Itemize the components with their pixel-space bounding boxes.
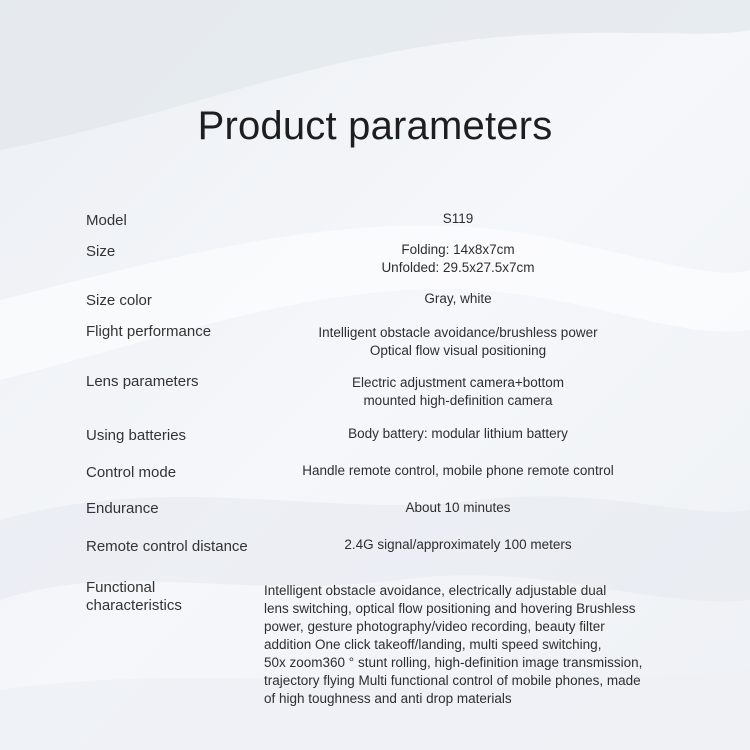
page-title: Product parameters xyxy=(197,104,553,148)
label-size: Size xyxy=(86,243,116,260)
value-endurance: About 10 minutes xyxy=(405,500,511,515)
label-using-batteries: Using batteries xyxy=(86,427,187,444)
label-endurance: Endurance xyxy=(86,500,159,517)
value-size-color: Gray, white xyxy=(424,291,492,306)
value-functional-characteristics: Intelligent obstacle avoidance, electrically adjustable dual lens switching, optical flow positioning and hovering Brushless power, gesture photography/video recording, beauty filter addition One click takeoff/landing, multi speed switching, 50x zoom360 ° stunt rolling, high-definition image transmission, trajectory flying Multi functional control of mobile phones, made of high toughness and anti drop materials xyxy=(264,583,643,706)
label-control-mode: Control mode xyxy=(86,464,177,481)
label-lens-parameters: Lens parameters xyxy=(86,373,199,390)
label-remote-control-distance: Remote control distance xyxy=(86,538,248,555)
value-flight-performance: Intelligent obstacle avoidance/brushless power Optical flow visual positioning xyxy=(318,325,598,358)
label-functional-characteristics: Functional characteristics xyxy=(86,579,182,614)
value-size: Folding: 14x8x7cm Unfolded: 29.5x27.5x7cm xyxy=(381,242,535,275)
label-model: Model xyxy=(86,212,127,229)
value-control-mode: Handle remote control, mobile phone remote control xyxy=(302,463,614,478)
value-model: S119 xyxy=(442,211,474,226)
label-flight-performance: Flight performance xyxy=(86,323,212,340)
value-lens-parameters: Electric adjustment camera+bottom mounted high-definition camera xyxy=(352,375,564,408)
value-using-batteries: Body battery: modular lithium battery xyxy=(348,426,568,441)
value-remote-control-distance: 2.4G signal/approximately 100 meters xyxy=(344,537,572,552)
label-size-color: Size color xyxy=(86,292,152,309)
